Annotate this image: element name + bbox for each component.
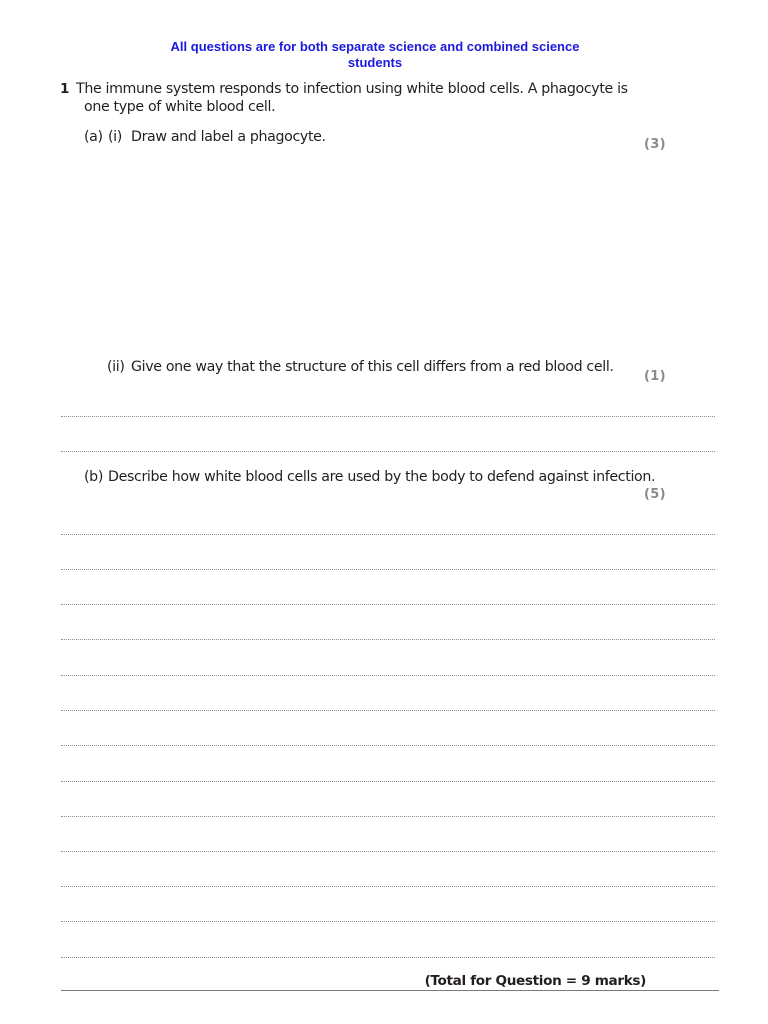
question-number: 1 — [60, 81, 70, 97]
total-marks: (Total for Question = 9 marks) — [424, 973, 646, 989]
answer-line-b[interactable] — [61, 675, 715, 676]
part-a-ii-question: Give one way that the structure of this cell differs from a red blood cell. — [131, 359, 614, 375]
part-a-ii-marks: (1) — [644, 369, 666, 384]
question-intro-line-2: one type of white blood cell. — [84, 99, 276, 115]
section-header — [0, 39, 750, 71]
footer-rule — [61, 990, 719, 991]
header-line-1: All questions are for both separate science and combined science — [170, 39, 580, 54]
answer-line-b[interactable] — [61, 851, 715, 852]
answer-line-b[interactable] — [61, 710, 715, 711]
header-line-2: students — [347, 55, 403, 70]
part-b-marks: (5) — [644, 487, 666, 502]
answer-line-b[interactable] — [61, 816, 715, 817]
part-a-i-label: (i) — [108, 129, 122, 145]
answer-line-b[interactable] — [61, 921, 715, 922]
answer-line-b[interactable] — [61, 886, 715, 887]
answer-line-b[interactable] — [61, 604, 715, 605]
part-b-question: Describe how white blood cells are used by the body to defend against infection. — [108, 469, 656, 485]
question-intro-line-1: The immune system responds to infection using white blood cells. A phagocyte is — [76, 81, 628, 97]
part-a-i-question: Draw and label a phagocyte. — [131, 129, 326, 145]
answer-line-b[interactable] — [61, 639, 715, 640]
drawing-area[interactable] — [61, 160, 715, 350]
answer-line-b[interactable] — [61, 569, 715, 570]
answer-line-a-ii[interactable] — [61, 416, 715, 417]
part-a-i-marks: (3) — [644, 137, 666, 152]
answer-line-a-ii[interactable] — [61, 451, 715, 452]
part-b-label: (b) — [84, 469, 104, 485]
answer-line-b[interactable] — [61, 534, 715, 535]
answer-line-b[interactable] — [61, 957, 715, 958]
part-a-label: (a) — [84, 129, 103, 145]
part-a-ii-label: (ii) — [107, 359, 125, 375]
answer-line-b[interactable] — [61, 745, 715, 746]
answer-line-b[interactable] — [61, 781, 715, 782]
